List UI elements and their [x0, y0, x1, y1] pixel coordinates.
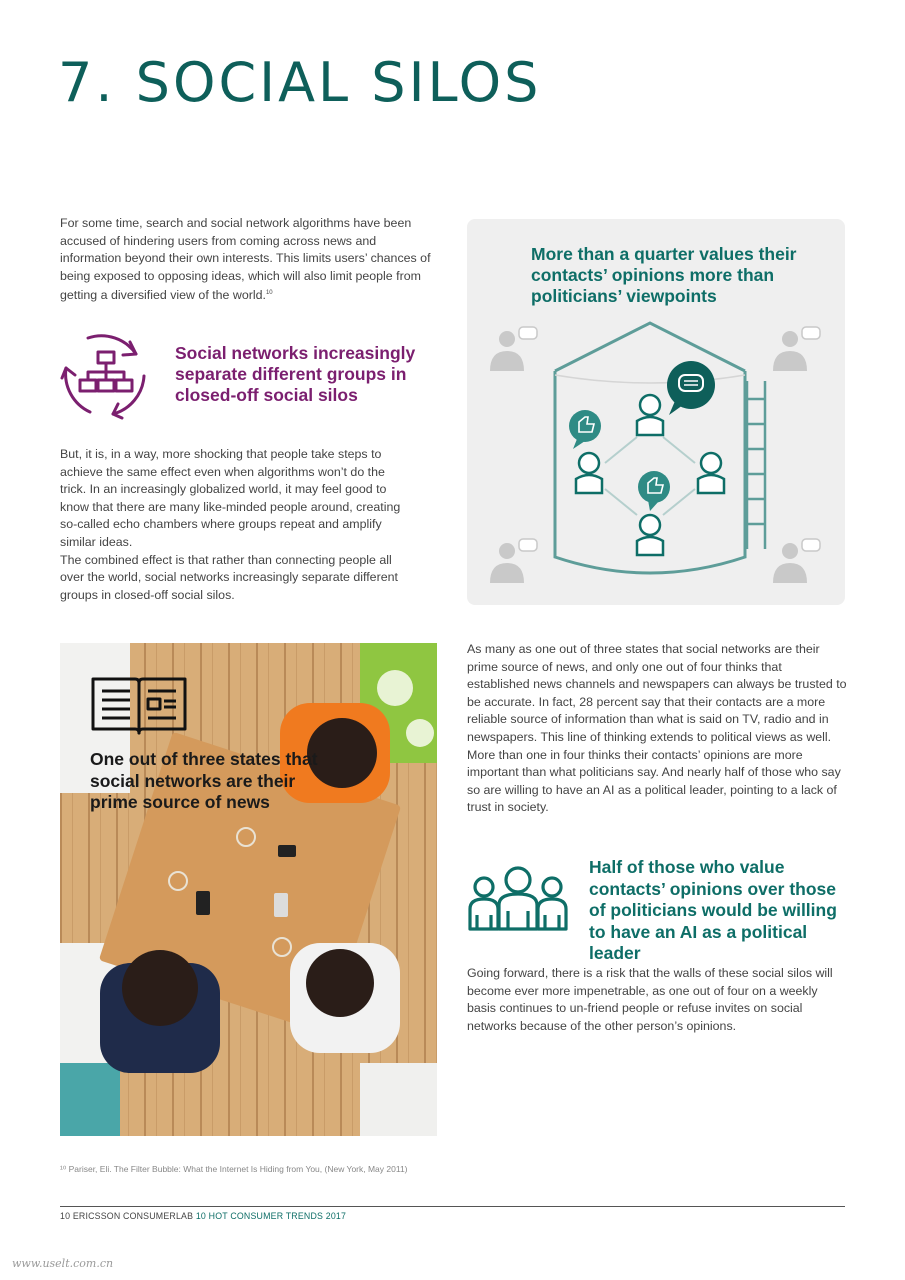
like-icon: [569, 410, 601, 449]
ladder: [747, 381, 765, 549]
page-footer: [60, 1211, 346, 1221]
footnote: ¹⁰ Pariser, Eli. The Filter Bubble: What the Internet Is Hiding from You, (New York, May 2011): [60, 1164, 408, 1174]
silo-callout: More than a quarter values their contacts’ opinions more than politicians’ viewpoints: [531, 244, 797, 306]
body-paragraph-4: Going forward, there is a risk that the walls of these social silos will become ever more impenetrable, as one out of four on a weekly basis continues to un-friend people or refuse invites on social networks because of the other person’s opinions.: [467, 966, 833, 1033]
paragraph-2a: But, it is, in a way, more shocking that people take steps to achieve the same effect even when algorithms won’t do the trick. In an increasingly globalized world, it may feel good to know that there are many like-minded people around, creating so-called echo chambers where groups repeat and amplify similar ideas.: [60, 447, 401, 549]
outside-person-icon: [773, 327, 820, 371]
footer-divider: [60, 1206, 845, 1207]
social-silos-callout: Social networks increasingly separate different groups in closed-off social silos: [175, 343, 416, 405]
footer-publisher: ERICSSON CONSUMERLAB: [72, 1211, 194, 1221]
people-group-icon: [467, 865, 569, 933]
page-number: 10: [60, 1211, 71, 1221]
paragraph-2b: The combined effect is that rather than connecting people all over the world, social networks increasingly separate different groups in closed-off social silos.: [60, 552, 398, 602]
silo-person-icon: [698, 453, 724, 493]
body-paragraph-3: As many as one out of three states that social networks are their prime source of news, and only one out of four thinks that established news channels and newspapers can always be trusted to be accurate. In fact, 28 percent say that their contacts are a more reliable source of information than what is said on TV, radio and in newspapers. This line of thinking extends to political views as well. More than one in four thinks their contacts’ opinions are more important than what politicians say. And nearly half of those who say so are willing to have an AI as a political leader, pointing to a lack of trust in society.: [467, 642, 847, 815]
outside-person-icon: [773, 539, 820, 583]
org-chart-cycle-icon: [58, 328, 152, 422]
body-paragraph-2: [60, 446, 410, 604]
silo-person-icon: [576, 453, 602, 493]
chat-bubble-icon: [667, 361, 715, 415]
footnote-ref: 10: [265, 290, 273, 297]
silo-person-icon: [637, 395, 663, 435]
outside-person-icon: [490, 327, 537, 371]
intro-paragraph: [60, 215, 440, 305]
outside-person-icon: [490, 539, 537, 583]
people-with-phones-photo: [60, 643, 437, 1136]
watermark: www.uselt.com.cn: [12, 1257, 114, 1270]
page-title: 7. SOCIAL SILOS: [58, 51, 542, 114]
intro-text: For some time, search and social network algorithms have been accused of hindering users from coming across news and information beyond their own interests. This limits users’ chances of being exposed to opposing ideas, which will also limit people from getting a diversified view of the world.: [60, 216, 431, 303]
ai-leader-callout: Half of those who value contacts’ opinions over those of politicians would be willing to have an AI as a political leader: [589, 857, 837, 963]
silo-person-icon: [637, 515, 663, 555]
footer-report-title: 10 HOT CONSUMER TRENDS 2017: [195, 1211, 347, 1221]
open-book-icon: [90, 673, 188, 737]
photo-callout: One out of three states that social networks are their prime source of news: [90, 749, 318, 812]
like-icon: [638, 471, 670, 511]
